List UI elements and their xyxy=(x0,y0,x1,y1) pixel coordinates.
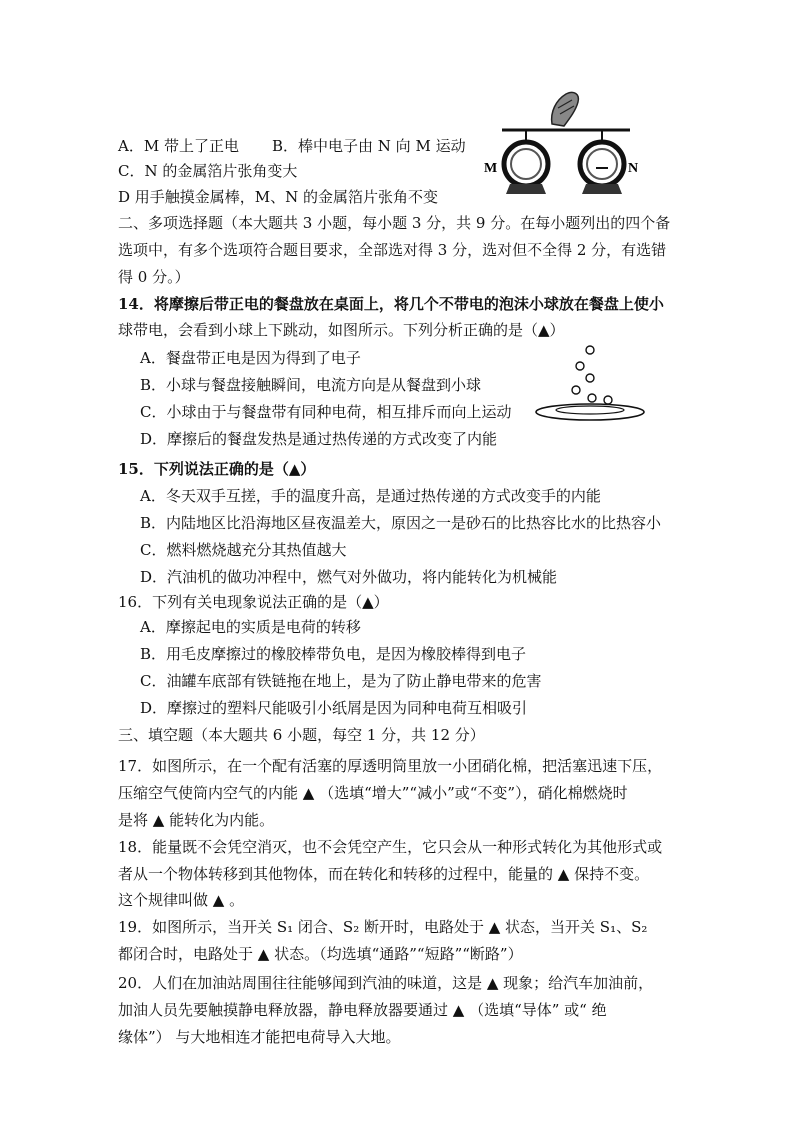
q13-option-d: D 用手触摸金属棒，M、N 的金属箔片张角不变 xyxy=(118,188,439,206)
q14-option-d: D．摩擦后的餐盘发热是通过热传递的方式改变了内能 xyxy=(140,430,498,448)
section3-header: 三、填空题（本大题共 6 小题，每空 1 分，共 12 分） xyxy=(118,726,485,744)
q16-option-b: B．用毛皮摩擦过的橡胶棒带负电，是因为橡胶棒得到电子 xyxy=(140,645,527,663)
q16-option-a: A．摩擦起电的实质是电荷的转移 xyxy=(140,618,361,636)
q18-line3: 这个规律叫做 ▲ 。 xyxy=(118,891,245,909)
q14-option-b: B．小球与餐盘接触瞬间，电流方向是从餐盘到小球 xyxy=(140,376,482,394)
section2-header-line2: 选项中，有多个选项符合题目要求，全部选对得 3 分，选对但不全得 2 分，有选错 xyxy=(118,241,667,259)
label-m: M xyxy=(484,161,498,176)
q20-line3: 缘体”） 与大地相连才能把电荷导入大地。 xyxy=(118,1028,401,1046)
q13-option-b: B．棒中电子由 N 向 M 运动 xyxy=(272,137,466,155)
q17-line3: 是将 ▲ 能转化为内能。 xyxy=(118,811,275,829)
plate-balls-figure xyxy=(530,342,650,426)
q14-option-c: C．小球由于与餐盘带有同种电荷，相互排斥而向上运动 xyxy=(140,403,512,421)
q17-line2: 压缩空气使筒内空气的内能 ▲ （选填“增大”“减小”或“不变”），硝化棉燃烧时 xyxy=(118,784,628,802)
q19-line1: 19．如图所示，当开关 S₁ 闭合、S₂ 断开时，电路处于 ▲ 状态，当开关 S₁、S₂ xyxy=(118,918,648,936)
q14-stem-line1: 14．将摩擦后带正电的餐盘放在桌面上，将几个不带电的泡沫小球放在餐盘上使小 xyxy=(118,295,664,313)
q20-line1: 20．人们在加油站周围往往能够闻到汽油的味道，这是 ▲ 现象；给汽车加油前， xyxy=(118,974,654,992)
q13-option-c: C．N 的金属箔片张角变大 xyxy=(118,162,298,180)
label-n: N xyxy=(628,161,639,176)
q16-stem: 16．下列有关电现象说法正确的是（▲） xyxy=(118,593,389,611)
section2-header-line3: 得 0 分。） xyxy=(118,268,190,286)
q15-option-c: C．燃料燃烧越充分其热值越大 xyxy=(140,541,347,559)
q18-line1: 18．能量既不会凭空消灭，也不会凭空产生，它只会从一种形式转化为其他形式或 xyxy=(118,838,663,856)
q18-line2: 者从一个物体转移到其他物体，而在转化和转移的过程中，能量的 ▲ 保持不变。 xyxy=(118,865,650,883)
q20-line2: 加油人员先要触摸静电释放器，静电释放器要通过 ▲ （选填“导体” 或“ 绝 xyxy=(118,1001,607,1019)
q13-option-a: A．M 带上了正电 xyxy=(118,137,239,155)
q16-option-d: D．摩擦过的塑料尺能吸引小纸屑是因为同种电荷互相吸引 xyxy=(140,699,528,717)
q16-option-c: C．油罐车底部有铁链拖在地上，是为了防止静电带来的危害 xyxy=(140,672,542,690)
q14-option-a: A．餐盘带正电是因为得到了电子 xyxy=(140,349,361,367)
section2-header-line1: 二、多项选择题（本大题共 3 小题，每小题 3 分，共 9 分。在每小题列出的四个备 xyxy=(118,214,671,232)
q19-line2: 都闭合时，电路处于 ▲ 状态。（均选填“通路”“短路”“断路”） xyxy=(118,945,523,963)
q15-stem: 15．下列说法正确的是（▲） xyxy=(118,460,316,478)
q14-stem-line2: 球带电，会看到小球上下跳动，如图所示。下列分析正确的是（▲） xyxy=(118,321,565,339)
electroscope-figure xyxy=(480,88,650,200)
q17-line1: 17．如图所示，在一个配有活塞的厚透明筒里放一小团硝化棉，把活塞迅速下压， xyxy=(118,757,663,775)
q15-option-d: D．汽油机的做功冲程中，燃气对外做功，将内能转化为机械能 xyxy=(140,568,558,586)
q15-option-a: A．冬天双手互搓，手的温度升高，是通过热传递的方式改变手的内能 xyxy=(140,487,601,505)
q15-option-b: B．内陆地区比沿海地区昼夜温差大，原因之一是砂石的比热容比水的比热容小 xyxy=(140,514,662,532)
